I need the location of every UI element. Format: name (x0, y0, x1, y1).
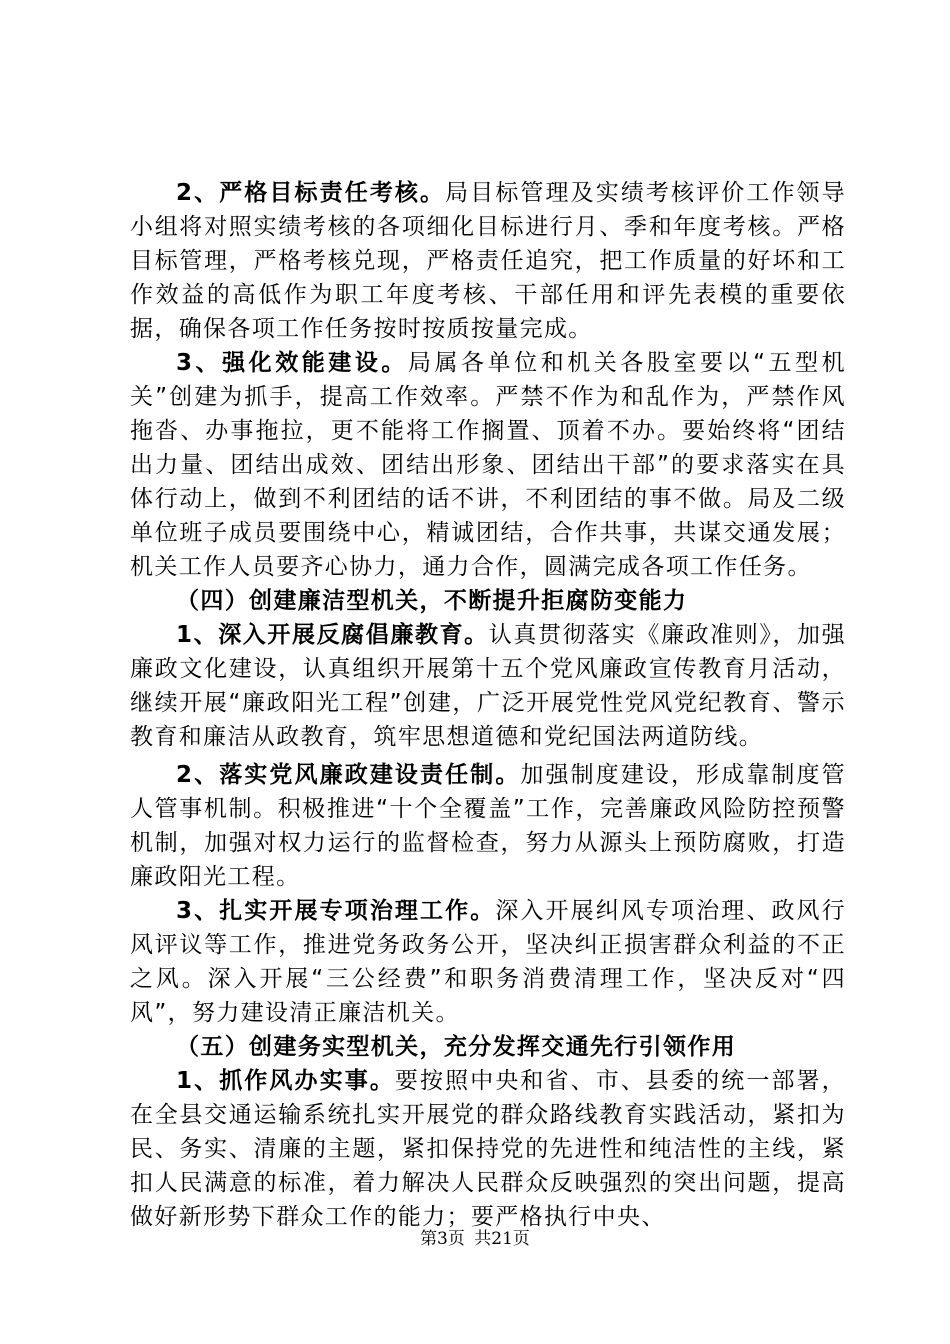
paragraph-work-style (130, 1064, 846, 1234)
paragraph-lead: 2、落实党风廉政建设责任制。 (176, 762, 521, 788)
paragraph-lead: 2、严格目标责任考核。 (176, 180, 446, 206)
document-body (130, 176, 846, 1234)
paragraph-anti-corruption-education (130, 618, 846, 754)
paragraph-text: 认真贯彻落实《廉政准则》，加强廉政文化建设，认真组织开展第十五个党风廉政宣传教育月活动，继续开展“廉政阳光工程”创建，广泛开展党性党风党纪教育、警示教育和廉洁从政教育，筑牢思想道德和党纪国法两道防线。 (130, 622, 846, 750)
paragraph-text: 局目标管理及实绩考核评价工作领导小组将对照实绩考核的各项细化目标进行月、季和年度考核。严格目标管理，严格考核兑现，严格责任追究，把工作质量的好坏和工作效益的高低作为职工年度考核、干部任用和评先表模的重要依据，确保各项工作任务按时按质按量完成。 (130, 180, 846, 342)
paragraph-text: 局属各单位和机关各股室要以“五型机关”创建为抓手，提高工作效率。严禁不作为和乱作为，严禁作风拖沓、办事拖拉，更不能将工作搁置、顶着不办。要始终将“团结出力量、团结出成效、团结出形象、团结出干部”的要求落实在具体行动上，做到不利团结的话不讲，不利团结的事不做。局及二级单位班子成员要围绕中心，精诚团结，合作共事，共谋交通发展；机关工作人员要齐心协力，通力合作，圆满完成各项工作任务。 (130, 350, 846, 580)
paragraph-responsibility-system (130, 758, 846, 894)
paragraph-efficiency-building (130, 346, 846, 584)
paragraph-text: 深入开展纠风专项治理、政风行风评议等工作，推进党务政务公开，坚决纠正损害群众利益的不正之风。深入开展“三公经费”和职务消费清理工作，坚决反对“四风”，努力建设清正廉洁机关。 (130, 898, 846, 1026)
paragraph-lead: 1、抓作风办实事。 (176, 1068, 395, 1094)
section-heading-5: （五）创建务实型机关，充分发挥交通先行引领作用 (176, 1034, 737, 1060)
paragraph-text: 加强制度建设，形成靠制度管人管事机制。积极推进“十个全覆盖”工作，完善廉政风险防控预警机制，加强对权力运行的监督检查，努力从源头上预防腐败，打造廉政阳光工程。 (130, 762, 846, 890)
paragraph-special-governance (130, 894, 846, 1030)
paragraph-target-assessment (130, 176, 846, 346)
paragraph-lead: 3、扎实开展专项治理工作。 (176, 898, 496, 924)
page-footer: 第3页 共21页 (420, 1229, 530, 1249)
section-heading-4: （四）创建廉洁型机关，不断提升拒腐防变能力 (176, 588, 688, 614)
paragraph-text: 要按照中央和省、市、县委的统一部署，在全县交通运输系统扎实开展党的群众路线教育实践活动，紧扣为民、务实、清廉的主题，紧扣保持党的先进性和纯洁性的主线，紧扣人民满意的标准，着力解决人民群众反映强烈的突出问题，提高做好新形势下群众工作的能力；要严格执行中央、 (130, 1068, 846, 1230)
paragraph-lead: 3、强化效能建设。 (176, 350, 408, 376)
paragraph-lead: 1、深入开展反腐倡廉教育。 (176, 622, 489, 648)
